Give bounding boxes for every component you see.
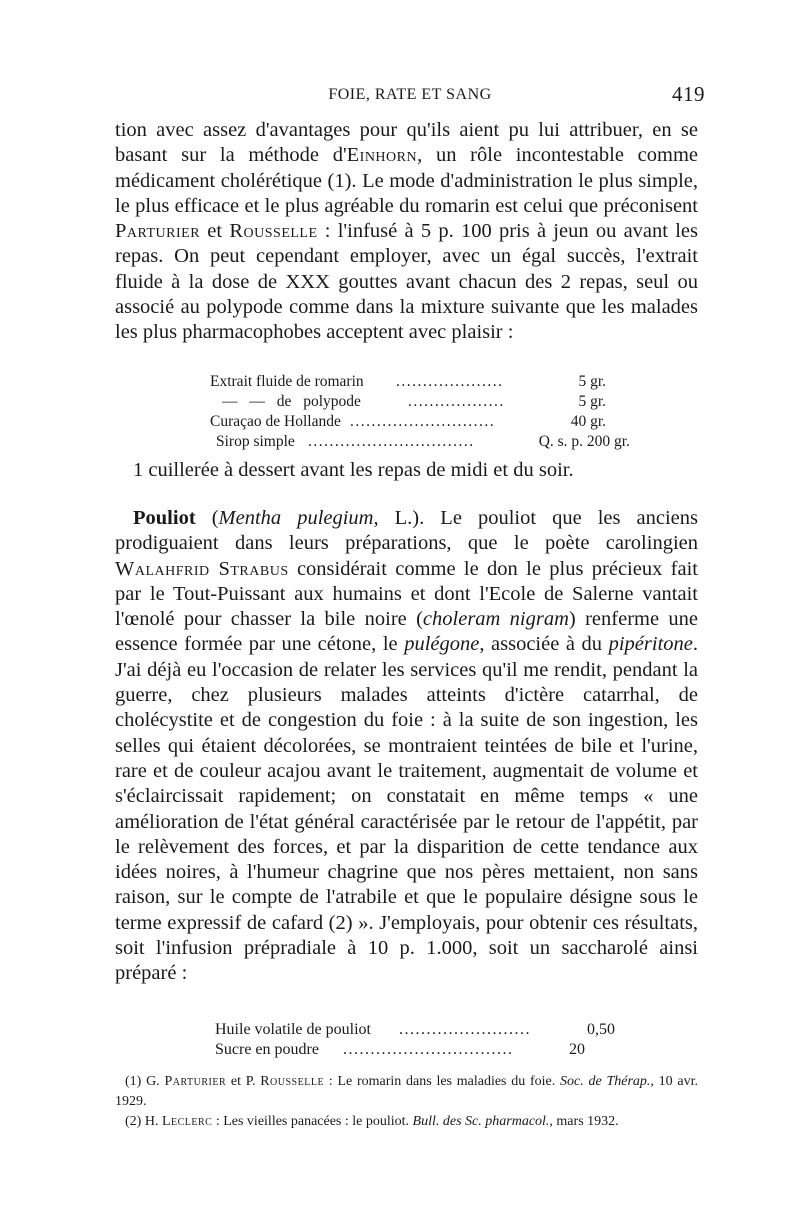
footnote-2 [115,1112,698,1132]
recipe-pouliot [215,1020,615,1060]
text-run: ( [195,507,219,529]
ingredient-quantity: 20 [569,1041,585,1058]
text-run: ) renferme une essence formée par une cétone, le [115,608,698,656]
leader-dots: ........................... [350,413,496,430]
author-name: Rousselle [229,220,318,243]
journal-name: Soc. de Thérap. [560,1074,651,1089]
ingredient-quantity: Q. s. p. 200 gr. [538,433,630,450]
ingredient-label: — — de polypode [222,393,361,410]
text-run: : l'infusé à 5 p. 100 pris à jeun ou avant les repas. On peut cependant employer, avec un égal succès, l'extrait fluide à la dose de XXX gouttes avant chacun des 2 repas, seul ou associé au polypode comme dans la mixture suivante que les malades les plus pharmacophobes acceptent avec plaisir : [115,220,698,344]
recipe-romarin [210,372,630,452]
text-run: tion avec assez d'avantages pour qu'ils aient pu lui attribuer, en se basant sur la méthode d' [115,119,698,167]
author-name: Parturier [164,1074,227,1089]
text-run: (2) H. [125,1114,162,1129]
latin-name: Mentha pulegium [218,507,374,529]
text-run: : Le romarin dans les maladies du foie. [324,1074,561,1089]
recipe-line [210,432,630,452]
ingredient-quantity: 40 gr. [570,413,606,430]
leader-dots: .................. [408,393,505,410]
paragraph-pouliot [115,506,698,987]
text-run: . J'ai déjà eu l'occasion de relater les services qu'il me rendit, pendant la guerre, chez plusieurs malades atteints d'ictère catarrhal, de cholécystite et de congestion du foie : à la suite de son ingestion, les selles qui étaient décolorées, se montraient teintées de bile et l'urine, rare et de couleur acajou avant le traitement, augmentait de volume et s'éclaircissait rapidement; on constatait en même temps « une amélioration de l'état général caractérisée par le retour de l'appétit, par le relèvement des forces, et par la disparition de cette tendance aux idées noires, à l'humeur chagrine que nos pères mettaient, non sans raison, sur le compte de l'atrabile et que le populaire désigne sous le terme expressif de cafard (2) ». J'employais, pour obtenir ces résultats, soit l'infusion prépradiale à 10 p. 1.000, soit un saccharolé ainsi préparé : [115,633,698,985]
footnotes [115,1072,698,1132]
dosage-line: 1 cuillerée à dessert avant les repas de midi et du soir. [133,459,574,481]
compound-name: pipéritone [608,633,693,656]
recipe-line [215,1040,615,1060]
entry-term: Pouliot [133,507,196,529]
text-run: considérait comme le don le plus précieux fait par le Tout-Puissant aux humains et dont l'Ecole de Salerne vantait l'œnolé pour chasser la bile noire ( [115,557,698,631]
latin-phrase: choleram nigram [422,608,569,631]
ingredient-quantity: 0,50 [587,1021,615,1038]
page-number: 419 [672,82,705,106]
recipe-line [210,372,630,392]
author-name: Rousselle [260,1074,325,1089]
text-run: , associée à du [479,633,609,656]
text-run: (1) G. [125,1074,165,1089]
text-run: , mars 1932. [549,1114,619,1129]
ingredient-quantity: 5 gr. [578,393,606,410]
ingredient-label: Extrait fluide de romarin [210,373,364,390]
journal-name: Bull. des Sc. pharmacol. [412,1114,550,1129]
footnote-1 [115,1072,698,1112]
ingredient-label: Sirop simple [216,433,295,450]
leader-dots: ........................ [399,1021,531,1038]
running-title: FOIE, RATE ET SANG [328,86,492,103]
paragraph-romarin [115,118,698,346]
text-run: : Les vieilles panacées : le pouliot. [212,1114,413,1129]
leader-dots: .................... [396,373,504,390]
ingredient-quantity: 5 gr. [578,373,606,390]
text-run: , un rôle incontestable comme médicament cholérétique (1). Le mode d'administration le plus simple, le plus efficace et le plus agréable du romarin est celui que préconisent [115,144,698,217]
text-run: et [200,220,230,243]
recipe-line [210,412,630,432]
ingredient-label: Curaçao de Hollande [210,413,341,430]
author-name: Walahfrid Strabus [115,557,289,580]
leader-dots: ............................... [308,433,475,450]
author-name: Einhorn [346,144,418,167]
recipe-line [210,392,630,412]
running-header [115,82,705,110]
text-run: , L.). Le pouliot que les anciens prodiguaient dans leurs préparations, que le poète carolingien [115,507,699,555]
ingredient-label: Sucre en poudre [215,1041,319,1058]
author-name: Leclerc [161,1114,213,1129]
author-name: Parturier [115,220,201,243]
text-run: , 10 avr. 1929. [115,1074,698,1109]
recipe-line [215,1020,615,1040]
compound-name: pulégone [404,633,480,656]
ingredient-label: Huile volatile de pouliot [215,1021,371,1038]
leader-dots: ............................... [343,1041,514,1058]
text-run: et P. [226,1074,261,1089]
